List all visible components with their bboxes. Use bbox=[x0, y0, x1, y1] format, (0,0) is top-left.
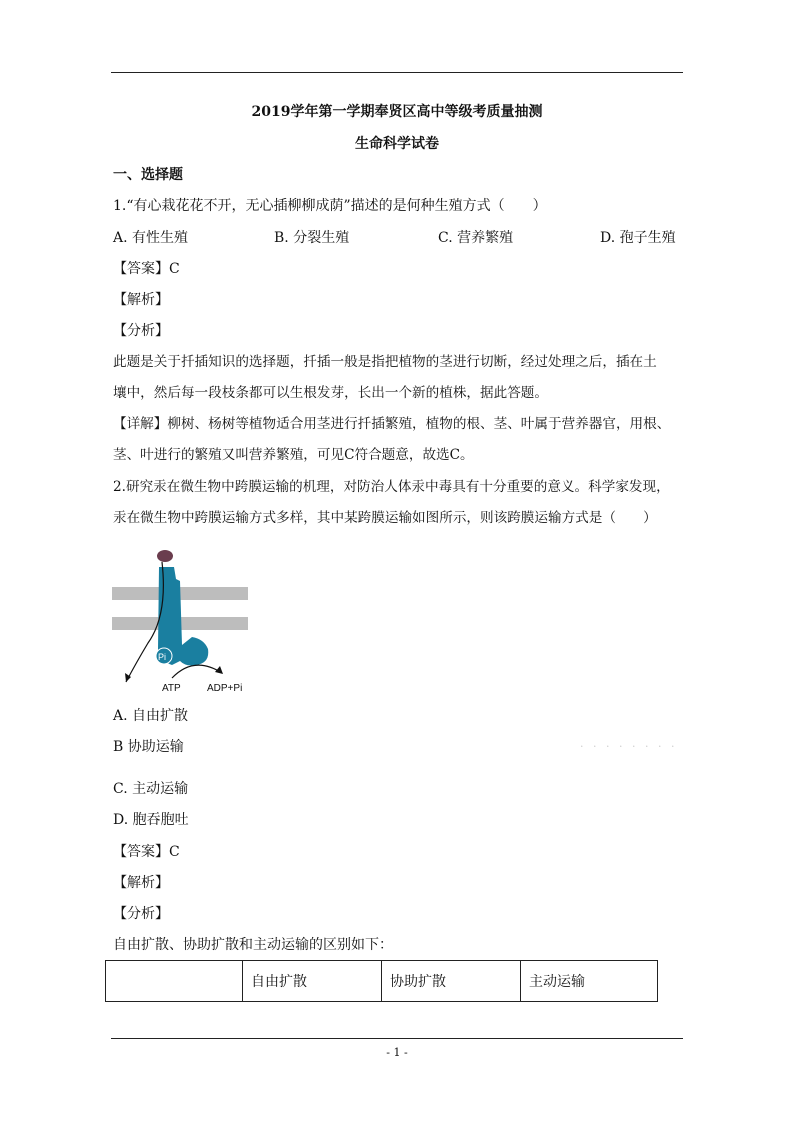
q2-stem-line: 汞在微生物中跨膜运输方式多样，其中某跨膜运输如图所示，则该跨膜运输方式是（ ） bbox=[113, 510, 657, 526]
q1-analysis-line: 此题是关于扦插知识的选择题，扦插一般是指把植物的茎进行切断，经过处理之后，插在土 bbox=[113, 354, 657, 370]
q2-option-a: A. 自由扩散 bbox=[113, 708, 189, 724]
q1-jiexi: 【解析】 bbox=[113, 292, 169, 308]
adp-pi-label: ADP+Pi bbox=[207, 683, 243, 694]
q2-stem-line: 2.研究汞在微生物中跨膜运输的机理，对防治人体汞中毒具有十分重要的意义。科学家发现， bbox=[113, 479, 670, 495]
table-header-cell bbox=[106, 961, 243, 1002]
q1-option-b: B. 分裂生殖 bbox=[274, 230, 350, 246]
q2-option-d: D. 胞吞胞吐 bbox=[113, 812, 189, 828]
table-header-cell: 协助扩散 bbox=[382, 961, 521, 1002]
q2-intro: 自由扩散、协助扩散和主动运输的区别如下： bbox=[113, 937, 393, 953]
page-title: 2019学年第一学期奉贤区高中等级考质量抽测 bbox=[251, 104, 543, 120]
q2-option-c: C. 主动运输 bbox=[113, 781, 189, 797]
q1-answer: 【答案】C bbox=[113, 261, 180, 277]
q2-jiexi: 【解析】 bbox=[113, 875, 169, 891]
atp-label: ATP bbox=[162, 683, 181, 694]
q2-answer: 【答案】C bbox=[113, 844, 180, 860]
q1-detail-line: 茎、叶进行的繁殖又叫营养繁殖，可见C符合题意，故选C。 bbox=[113, 447, 474, 463]
solute-molecule bbox=[157, 550, 173, 562]
page-number: - 1 - bbox=[386, 1046, 408, 1059]
transport-figure bbox=[112, 545, 252, 695]
q1-analysis-line: 壤中，然后每一段枝条都可以生根发芽，长出一个新的植株，据此答题。 bbox=[113, 385, 548, 401]
footer-rule bbox=[111, 1038, 683, 1039]
q1-stem: 1.“有心栽花花不开，无心插柳柳成荫”描述的是何种生殖方式（ ） bbox=[113, 198, 547, 214]
q1-option-a: A. 有性生殖 bbox=[113, 230, 189, 246]
atp-hydrolysis-arc bbox=[172, 665, 222, 678]
q2-option-b: B 协助运输 bbox=[113, 739, 184, 755]
section-heading: 一、选择题 bbox=[113, 167, 183, 183]
table-row bbox=[106, 961, 658, 1002]
table-header-cell: 主动运输 bbox=[521, 961, 658, 1002]
page-subtitle: 生命科学试卷 bbox=[355, 136, 439, 152]
q1-fenxi: 【分析】 bbox=[113, 323, 169, 339]
pi-label: Pi bbox=[158, 652, 167, 662]
q1-option-d: D. 孢子生殖 bbox=[600, 230, 676, 246]
table-header-cell: 自由扩散 bbox=[243, 961, 382, 1002]
q2-fenxi: 【分析】 bbox=[113, 906, 169, 922]
q1-option-c: C. 营养繁殖 bbox=[438, 230, 514, 246]
scan-smudge: · · · · · · · · bbox=[580, 740, 678, 753]
header-rule bbox=[111, 72, 683, 73]
comparison-table bbox=[105, 960, 658, 1002]
q1-detail-line: 【详解】柳树、杨树等植物适合用茎进行扦插繁殖，植物的根、茎、叶属于营养器官，用根、 bbox=[113, 416, 671, 432]
